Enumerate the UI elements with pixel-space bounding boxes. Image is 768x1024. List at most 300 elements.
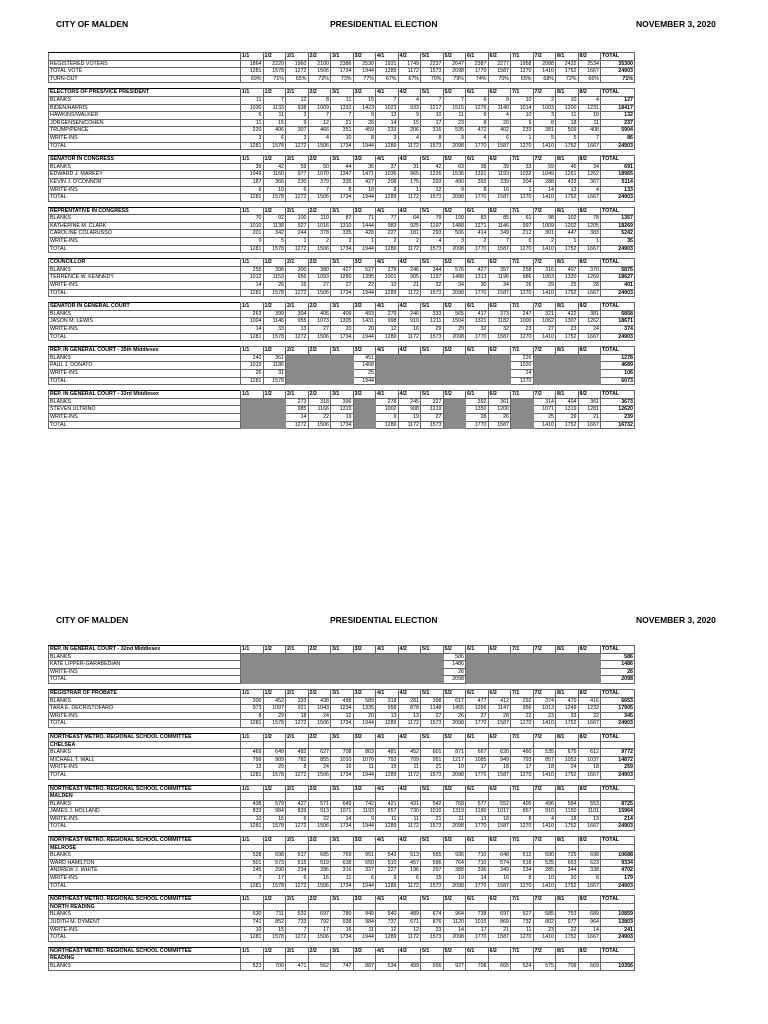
vote-cell: 936	[443, 852, 466, 860]
row-label: BLANKS	[49, 749, 241, 757]
column-header: 3/2	[353, 207, 376, 215]
vote-cell: 496	[533, 800, 556, 808]
table-row	[49, 282, 635, 290]
vote-cell: 782	[286, 756, 309, 764]
not-applicable-cell	[466, 653, 489, 661]
column-header: 1/1	[241, 347, 264, 355]
total-cell: 26	[601, 668, 635, 676]
vote-cell: 973	[241, 705, 264, 713]
column-header: 1/2	[263, 89, 286, 97]
not-applicable-cell	[241, 676, 264, 684]
vote-cell: 1506	[308, 882, 331, 890]
vote-cell: 1667	[578, 142, 601, 150]
not-applicable-cell	[488, 653, 511, 661]
vote-cell: 8	[421, 134, 444, 142]
vote-cell: 1752	[556, 720, 579, 728]
vote-cell: 8	[533, 119, 556, 127]
vote-cell: 405	[511, 800, 534, 808]
vote-cell: 14	[241, 326, 264, 334]
vote-cell: 2	[533, 238, 556, 246]
vote-cell: 710	[466, 852, 489, 860]
column-header: 6/1	[466, 896, 489, 904]
total-cell: 15964	[601, 808, 635, 816]
empty-cell	[263, 903, 286, 911]
vote-cell: 488	[331, 697, 354, 705]
not-applicable-cell	[533, 362, 556, 370]
vote-cell: 286	[308, 867, 331, 875]
vote-cell: 689	[578, 911, 601, 919]
column-header: 4/1	[376, 53, 399, 61]
vote-cell: 1410	[533, 194, 556, 202]
vote-cell: 69%	[241, 75, 264, 83]
column-header: 2/1	[286, 303, 309, 311]
vote-cell: 1272	[286, 245, 309, 253]
column-header: TOTAL	[601, 896, 635, 904]
vote-cell: 1578	[263, 934, 286, 942]
vote-cell: 956	[511, 705, 534, 713]
vote-cell: 451	[353, 354, 376, 362]
vote-cell: 730	[398, 808, 421, 816]
vote-cell: 1486	[443, 661, 466, 669]
vote-cell: 1307	[556, 318, 579, 326]
vote-cell: 10	[241, 926, 264, 934]
column-header: 7/2	[533, 733, 556, 741]
total-cell: 6073	[601, 377, 635, 385]
vote-cell: 1226	[421, 171, 444, 179]
vote-cell: 5	[263, 238, 286, 246]
vote-cell: 1347	[331, 171, 354, 179]
vote-cell: 1471	[353, 171, 376, 179]
vote-cell: 477	[466, 697, 489, 705]
vote-cell: 1272	[286, 771, 309, 779]
vote-cell: 34	[488, 282, 511, 290]
not-applicable-cell	[556, 362, 579, 370]
vote-cell: 11	[331, 875, 354, 883]
vote-cell: 1770	[466, 771, 489, 779]
section-title: ELECTORS OF PRES/VICE PRESIDENT	[49, 89, 241, 97]
vote-cell: 1506	[308, 771, 331, 779]
not-applicable-cell	[398, 653, 421, 661]
vote-cell: 8	[376, 186, 399, 194]
column-header: 5/1	[421, 207, 444, 215]
vote-cell: 1752	[556, 333, 579, 341]
not-applicable-cell	[443, 377, 466, 385]
empty-cell	[286, 741, 309, 749]
vote-cell: 29	[421, 326, 444, 334]
total-cell: 239	[601, 413, 635, 421]
vote-cell: 339	[488, 178, 511, 186]
vote-cell: 1269	[578, 274, 601, 282]
column-header: 2/1	[286, 53, 309, 61]
column-header: 4/2	[398, 733, 421, 741]
column-header: TOTAL	[601, 303, 635, 311]
vote-cell: 1270	[511, 245, 534, 253]
column-header: 7/1	[511, 896, 534, 904]
vote-cell: 22	[308, 815, 331, 823]
vote-cell: 857	[511, 808, 534, 816]
column-header: 3/1	[331, 947, 354, 955]
vote-cell: 15	[263, 926, 286, 934]
vote-cell: 737	[376, 919, 399, 927]
vote-cell: 1573	[421, 421, 444, 429]
vote-cell: 14	[376, 119, 399, 127]
election-date: NOVEMBER 3, 2020	[636, 615, 716, 625]
column-header: 5/1	[421, 391, 444, 399]
vote-cell: 909	[263, 756, 286, 764]
vote-cell: 876	[421, 919, 444, 927]
vote-cell: 300	[286, 266, 309, 274]
table-row	[49, 800, 635, 808]
column-header: 6/1	[466, 947, 489, 955]
vote-cell: 110	[308, 215, 331, 223]
empty-cell	[556, 741, 579, 749]
vote-cell: 318	[308, 398, 331, 406]
vote-cell: 2098	[443, 882, 466, 890]
table-row	[49, 333, 635, 341]
vote-cell: 20	[488, 119, 511, 127]
row-label: WRITE-INS	[49, 238, 241, 246]
vote-cell: 905	[398, 274, 421, 282]
column-header: 6/1	[466, 837, 489, 845]
vote-cell: 33	[263, 326, 286, 334]
vote-cell: 1015	[466, 919, 489, 927]
column-header: 1/1	[241, 391, 264, 399]
vote-cell: 301	[533, 230, 556, 238]
vote-cell: 532	[286, 911, 309, 919]
column-header: 7/2	[533, 646, 556, 654]
vote-cell: 85	[488, 215, 511, 223]
vote-cell: 39	[488, 163, 511, 171]
vote-cell: 247	[511, 310, 534, 318]
vote-cell: 1488	[443, 274, 466, 282]
row-label: JORGENSEN/COHEN	[49, 119, 241, 127]
column-header: 2/1	[286, 347, 309, 355]
vote-cell: 77	[376, 215, 399, 223]
empty-cell	[308, 844, 331, 852]
not-applicable-cell	[286, 668, 309, 676]
vote-cell: 290	[263, 867, 286, 875]
vote-cell: 13	[241, 764, 264, 772]
vote-cell: 1270	[511, 142, 534, 150]
not-applicable-cell	[263, 668, 286, 676]
vote-cell: 910	[533, 808, 556, 816]
column-header: 6/1	[466, 689, 489, 697]
table-row	[49, 406, 635, 414]
not-applicable-cell	[353, 421, 376, 429]
not-applicable-cell	[466, 661, 489, 669]
vote-cell: 1752	[556, 68, 579, 76]
table-row	[49, 245, 635, 253]
election-title: PRESIDENTIAL ELECTION	[330, 19, 438, 29]
row-label: HAWKINS/WALKER	[49, 112, 241, 120]
column-header: 4/2	[398, 837, 421, 845]
vote-cell: 857	[533, 756, 556, 764]
total-cell: 24903	[601, 823, 635, 831]
empty-cell	[443, 793, 466, 801]
page-header	[0, 615, 768, 629]
row-label: WRITE-INS	[49, 282, 241, 290]
not-applicable-cell	[533, 369, 556, 377]
vote-cell: 20	[556, 875, 579, 883]
vote-cell: 12	[376, 926, 399, 934]
vote-cell: 9	[443, 134, 466, 142]
vote-cell: 7	[376, 96, 399, 104]
vote-cell: 1133	[263, 104, 286, 112]
not-applicable-cell	[578, 676, 601, 684]
vote-cell: 513	[398, 852, 421, 860]
column-header: 1/1	[241, 259, 264, 267]
table-row	[49, 398, 635, 406]
not-applicable-cell	[376, 377, 399, 385]
empty-cell	[488, 903, 511, 911]
vote-cell: 19	[331, 413, 354, 421]
total-cell: 18417	[601, 104, 635, 112]
not-applicable-cell	[241, 413, 264, 421]
election-date: NOVEMBER 3, 2020	[636, 19, 716, 29]
vote-cell: 349	[488, 867, 511, 875]
row-label: BLANKS	[49, 266, 241, 274]
column-header: 7/2	[533, 837, 556, 845]
table-row	[49, 697, 635, 705]
vote-cell: 711	[263, 911, 286, 919]
vote-cell: 747	[331, 962, 354, 970]
vote-cell: 742	[353, 800, 376, 808]
vote-cell: 596	[421, 859, 444, 867]
column-header: 5/1	[421, 89, 444, 97]
vote-cell: 8	[466, 186, 489, 194]
vote-cell: 38	[466, 163, 489, 171]
column-header: 1/2	[263, 646, 286, 654]
vote-cell: 1504	[443, 318, 466, 326]
column-header: 7/2	[533, 89, 556, 97]
section-title: REP. IN GENERAL COURT - 35th Middlesex	[49, 347, 241, 355]
column-header: 6/1	[466, 53, 489, 61]
vote-cell: 986	[511, 274, 534, 282]
vote-cell: 1009	[533, 222, 556, 230]
vote-cell: 490	[443, 178, 466, 186]
vote-cell: 469	[241, 749, 264, 757]
vote-cell: 342	[263, 230, 286, 238]
vote-cell: 37	[376, 163, 399, 171]
vote-cell: 79%	[443, 75, 466, 83]
vote-cell: 839	[286, 808, 309, 816]
not-applicable-cell	[376, 676, 399, 684]
vote-cell: 10	[241, 815, 264, 823]
vote-cell: 1734	[331, 934, 354, 942]
vote-cell: 24	[578, 326, 601, 334]
not-applicable-cell	[443, 369, 466, 377]
vote-cell: 656	[421, 962, 444, 970]
row-label: BLANKS	[49, 163, 241, 171]
empty-cell	[578, 955, 601, 963]
vote-cell: 793	[511, 756, 534, 764]
table-row	[49, 749, 635, 757]
vote-cell: 852	[263, 919, 286, 927]
column-header: 4/1	[376, 89, 399, 97]
empty-cell	[331, 903, 354, 911]
vote-cell: 1770	[466, 194, 489, 202]
total-cell: 12620	[601, 406, 635, 414]
vote-cell: 59	[533, 163, 556, 171]
section-header-row	[49, 207, 635, 215]
not-applicable-cell	[398, 676, 421, 684]
vote-cell: 725	[556, 852, 579, 860]
row-label: BLANKS	[49, 398, 241, 406]
vote-cell: 1573	[421, 333, 444, 341]
vote-cell: 669	[578, 962, 601, 970]
vote-cell: 15	[421, 875, 444, 883]
vote-cell: 1506	[308, 333, 331, 341]
vote-cell: 45	[556, 163, 579, 171]
not-applicable-cell	[263, 398, 286, 406]
vote-cell: 1071	[331, 808, 354, 816]
vote-cell: 697	[308, 911, 331, 919]
not-applicable-cell	[578, 661, 601, 669]
vote-cell: 1770	[466, 142, 489, 150]
empty-cell	[421, 741, 444, 749]
vote-cell: 0	[241, 238, 264, 246]
empty-cell	[286, 903, 309, 911]
row-label: TOTAL	[49, 934, 241, 942]
column-header: 7/2	[533, 391, 556, 399]
vote-cell: 1587	[488, 720, 511, 728]
vote-cell: 21	[488, 926, 511, 934]
vote-cell: 393	[466, 178, 489, 186]
total-cell: 5875	[601, 266, 635, 274]
vote-cell: 1506	[308, 142, 331, 150]
not-applicable-cell	[511, 398, 534, 406]
vote-cell: 908	[398, 406, 421, 414]
column-header: 3/1	[331, 896, 354, 904]
vote-cell: 100	[286, 215, 309, 223]
vote-cell: 1770	[466, 823, 489, 831]
row-label: TERRENCE W. KENNEDY	[49, 274, 241, 282]
vote-cell: 4	[466, 134, 489, 142]
vote-cell: 102	[556, 215, 579, 223]
vote-cell: 421	[376, 800, 399, 808]
table-row	[49, 274, 635, 282]
vote-cell: 1536	[443, 171, 466, 179]
vote-cell: 510	[376, 859, 399, 867]
empty-cell	[263, 793, 286, 801]
vote-cell: 1073	[308, 318, 331, 326]
vote-cell: 29	[263, 712, 286, 720]
vote-cell: 15	[353, 96, 376, 104]
section-header-row	[49, 89, 635, 97]
column-header: 3/1	[331, 733, 354, 741]
vote-cell: 857	[376, 808, 399, 816]
vote-cell: 1410	[533, 142, 556, 150]
vote-cell: 1578	[263, 720, 286, 728]
vote-cell: 337	[353, 867, 376, 875]
vote-cell: 1335	[353, 705, 376, 713]
vote-cell: 361	[263, 354, 286, 362]
vote-cell: 1770	[466, 720, 489, 728]
vote-cell: 501	[241, 859, 264, 867]
column-header: 3/2	[353, 53, 376, 61]
vote-cell: 2098	[443, 194, 466, 202]
column-header: 1/2	[263, 347, 286, 355]
row-label: WRITE-INS	[49, 668, 241, 676]
vote-cell: 1587	[488, 823, 511, 831]
vote-cell: 12	[331, 712, 354, 720]
empty-cell	[353, 793, 376, 801]
table-row	[49, 867, 635, 875]
vote-cell: 18	[556, 815, 579, 823]
vote-cell: 16	[286, 282, 309, 290]
section-header-row	[49, 947, 635, 955]
column-header: 4/1	[376, 391, 399, 399]
not-applicable-cell	[286, 362, 309, 370]
total-cell: 24903	[601, 333, 635, 341]
column-header: 6/1	[466, 303, 489, 311]
column-header: 5/2	[443, 303, 466, 311]
vote-cell: 1262	[578, 171, 601, 179]
column-header: 5/2	[443, 733, 466, 741]
vote-cell: 1410	[533, 720, 556, 728]
column-header: 6/1	[466, 646, 489, 654]
column-header: 6/2	[488, 785, 511, 793]
column-header: 3/1	[331, 646, 354, 654]
column-header: 2/2	[308, 303, 331, 311]
vote-cell: 1410	[533, 289, 556, 297]
total-cell: 10859	[601, 911, 635, 919]
column-header: 1/1	[241, 785, 264, 793]
city-name: CITY OF MALDEN	[56, 615, 129, 625]
row-label: TOTAL VOTE	[49, 68, 241, 76]
vote-cell: 1	[398, 186, 421, 194]
column-header: 5/2	[443, 391, 466, 399]
empty-cell	[376, 955, 399, 963]
vote-cell: 293	[421, 178, 444, 186]
column-header: 2/2	[308, 156, 331, 164]
empty-cell	[398, 741, 421, 749]
column-header: 4/1	[376, 259, 399, 267]
vote-cell: 2098	[443, 771, 466, 779]
section-title	[49, 53, 241, 61]
column-header: 3/2	[353, 733, 376, 741]
vote-cell: 10	[331, 134, 354, 142]
vote-cell: 1	[578, 238, 601, 246]
vote-cell: 675	[556, 749, 579, 757]
vote-cell: 381	[533, 127, 556, 135]
total-cell: 691	[601, 163, 635, 171]
vote-cell: 316	[331, 867, 354, 875]
total-cell: 18269	[601, 222, 635, 230]
not-applicable-cell	[308, 668, 331, 676]
empty-cell	[398, 793, 421, 801]
vote-cell: 493	[353, 310, 376, 318]
vote-cell: 16	[488, 186, 511, 194]
column-header: 6/2	[488, 53, 511, 61]
vote-cell: 4	[533, 815, 556, 823]
vote-cell: 1752	[556, 771, 579, 779]
vote-cell: 5	[556, 134, 579, 142]
column-header: 2/1	[286, 646, 309, 654]
vote-cell: 589	[353, 697, 376, 705]
section-subtitle-row	[49, 903, 635, 911]
table-row	[49, 96, 635, 104]
vote-cell: 10	[511, 96, 534, 104]
vote-cell: 2432	[556, 60, 579, 68]
not-applicable-cell	[286, 661, 309, 669]
vote-cell: 8	[331, 186, 354, 194]
row-label: TURN-OUT	[49, 75, 241, 83]
vote-cell: 1012	[241, 274, 264, 282]
vote-cell: 20	[331, 326, 354, 334]
vote-cell: 380	[308, 266, 331, 274]
vote-cell: 780	[331, 911, 354, 919]
